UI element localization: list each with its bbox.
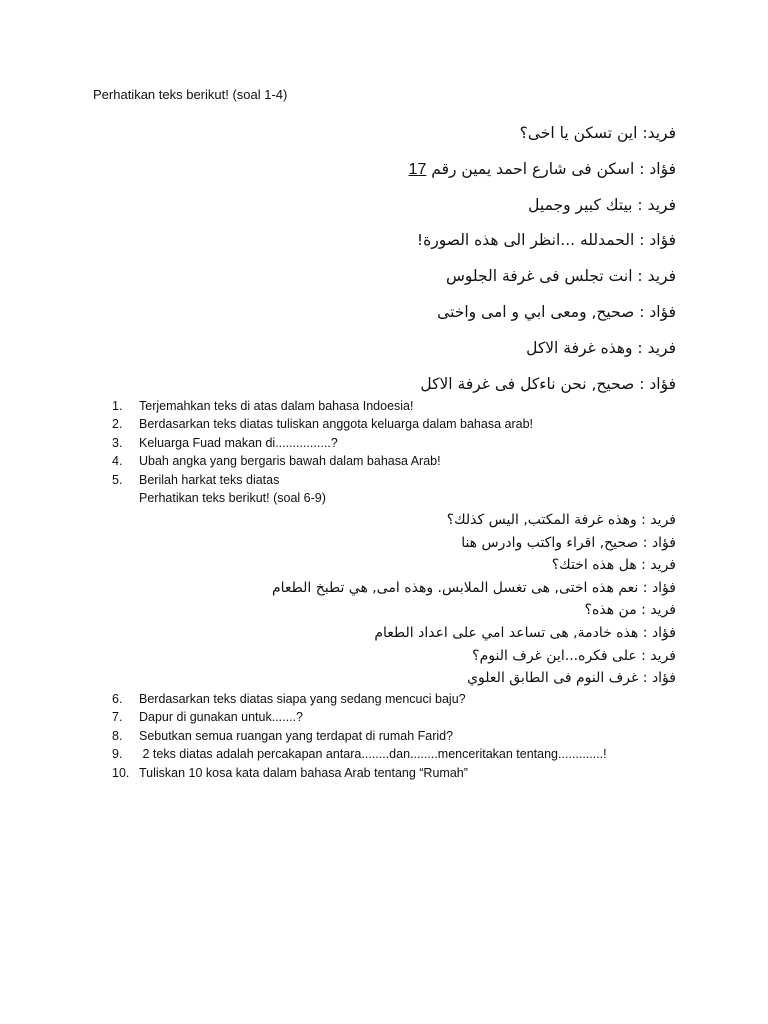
question-text: Keluarga Fuad makan di................? [139,435,338,450]
question-number: 1. [112,399,123,413]
dialog-line: فؤاد : صحيح, ومعى ابي و امى واختى [437,302,676,321]
question-item [112,415,533,433]
dialog-line: فريد : وهذه غرفة الاكل [526,338,676,357]
speaker-name: فريد [647,195,676,214]
speaker-name: فؤاد [649,302,676,321]
dialog-line: فريد : وهذه غرفة المكتب, اليس كذلك؟ [446,512,676,528]
question-item [112,471,533,489]
dialog-line: فريد : انت تجلس فى غرفة الجلوس [445,267,676,286]
question-item [112,434,533,452]
dialog-line: فؤاد : هذه خادمة, هى تساعد امي على اعداد الطعام [374,624,676,641]
dialog-line: فؤاد : اسكن فى شارع احمد يمين رقم 17 [408,159,676,178]
question-number: 5. [112,472,123,487]
dialog-text: هذه خادمة, هى تساعد امي على اعداد الطعام [374,624,639,641]
underlined-number: 17 [408,160,427,178]
question-number: 6. [112,692,123,706]
question-text: Sebutkan semua ruangan yang terdapat di rumah Farid? [139,728,454,743]
question-number: 7. [112,710,123,725]
dialog-text: اسكن فى شارع احمد يمين رقم [426,159,635,178]
speaker-name: فريد [650,512,676,528]
dialog-line: فؤاد : غرف النوم فى الطابق العلوي [467,670,676,687]
section-2-instruction: Perhatikan teks berikut! (soal 6-9) [139,490,326,505]
speaker-name: فؤاد [651,534,676,551]
dialog-line: فريد : هل هذه اختك؟ [551,557,676,574]
dialog-line: فؤاد : نعم هذه اختى, هى تغسل الملابس. وهذه امى, هي تطبخ الطعام [271,579,676,596]
dialog-text: صحيح, ومعى ابي و امى واختى [437,302,635,321]
speaker-name: فؤاد [651,670,676,687]
question-number: 3. [112,435,123,450]
question-text: Berilah harkat teks diatas [139,472,280,487]
speaker-name: فريد [650,602,676,619]
question-number: 10. [112,765,130,780]
question-text: Ubah angka yang bergaris bawah dalam bahasa Arab! [139,454,441,469]
dialog-text: وهذه غرفة المكتب, اليس كذلك؟ [446,512,637,528]
dialog-line: فريد : من هذه؟ [584,602,676,619]
question-item [112,397,533,415]
dialog-text: صحيح, نحن ناءكل فى غرفة الاكل [420,374,635,393]
question-item [112,708,607,726]
question-text: Berdasarkan teks diatas siapa yang sedang mencuci baju? [139,692,466,706]
question-number: 4. [112,454,123,469]
dialog-text: بيتك كبير وجميل [528,195,633,214]
dialog-line: فؤاد : صحيح, نحن ناءكل فى غرفة الاكل [420,374,676,393]
speaker-name: فريد [647,267,676,286]
dialog-text: هل هذه اختك؟ [551,557,637,574]
question-number: 9. [112,747,123,762]
dialog-line: فريد : بيتك كبير وجميل [528,195,676,214]
speaker-name: فؤاد [649,231,676,250]
question-number: 2. [112,417,123,432]
dialog-text: انت تجلس فى غرفة الجلوس [445,267,633,286]
dialog-text: الحمدلله ...انظر الى هذه الصورة! [416,231,635,250]
dialog-2 [116,509,676,690]
dialog-line: فؤاد : صحيح, اقراء واكتب وادرس هنا [461,534,676,551]
question-text: Dapur di gunakan untuk.......? [139,710,303,725]
dialog-text: على فكره...اين غرف النوم؟ [472,647,637,664]
question-text: 2 teks diatas adalah percakapan antara........dan........menceritakan tentang.............! [139,747,607,762]
dialog-text: نعم هذه اختى, هى تغسل الملابس. وهذه امى, هي تطبخ الطعام [271,579,639,596]
speaker-name: فؤاد [651,579,676,596]
speaker-name: فريد [647,338,676,357]
section-1-instruction: Perhatikan teks berikut! (soal 1-4) [93,87,288,102]
question-text: Terjemahkan teks di atas dalam bahasa Indoesia! [139,399,414,413]
dialog-line: فريد: اين تسكن يا اخى؟ [519,124,676,142]
speaker-name: فؤاد [651,624,676,641]
speaker-name: فؤاد [649,159,676,178]
speaker-name: فريد [650,557,676,574]
question-list-1 [112,397,533,507]
question-item [112,745,607,763]
dialog-text: وهذه غرفة الاكل [526,338,633,357]
question-item [112,690,607,708]
speaker-name: فؤاد [649,374,676,393]
question-number: 8. [112,728,123,743]
dialog-text: من هذه؟ [584,602,637,619]
question-list-2 [112,690,607,782]
dialog-line: فريد : على فكره...اين غرف النوم؟ [472,647,676,664]
dialog-text: صحيح, اقراء واكتب وادرس هنا [461,534,639,551]
speaker-name: فريد [650,647,676,664]
question-item [112,452,533,470]
dialog-text: غرف النوم فى الطابق العلوي [467,670,639,687]
question-item [112,764,607,782]
dialog-line: فؤاد : الحمدلله ...انظر الى هذه الصورة! [416,231,676,250]
dialog-text: اين تسكن يا اخى؟ [519,124,638,142]
speaker-name: فريد [647,124,676,142]
question-text: Berdasarkan teks diatas tuliskan anggota keluarga dalam bahasa arab! [139,417,534,432]
question-text: Tuliskan 10 kosa kata dalam bahasa Arab tentang “Rumah” [139,765,468,780]
dialog-1 [116,116,676,402]
question-item [112,727,607,745]
